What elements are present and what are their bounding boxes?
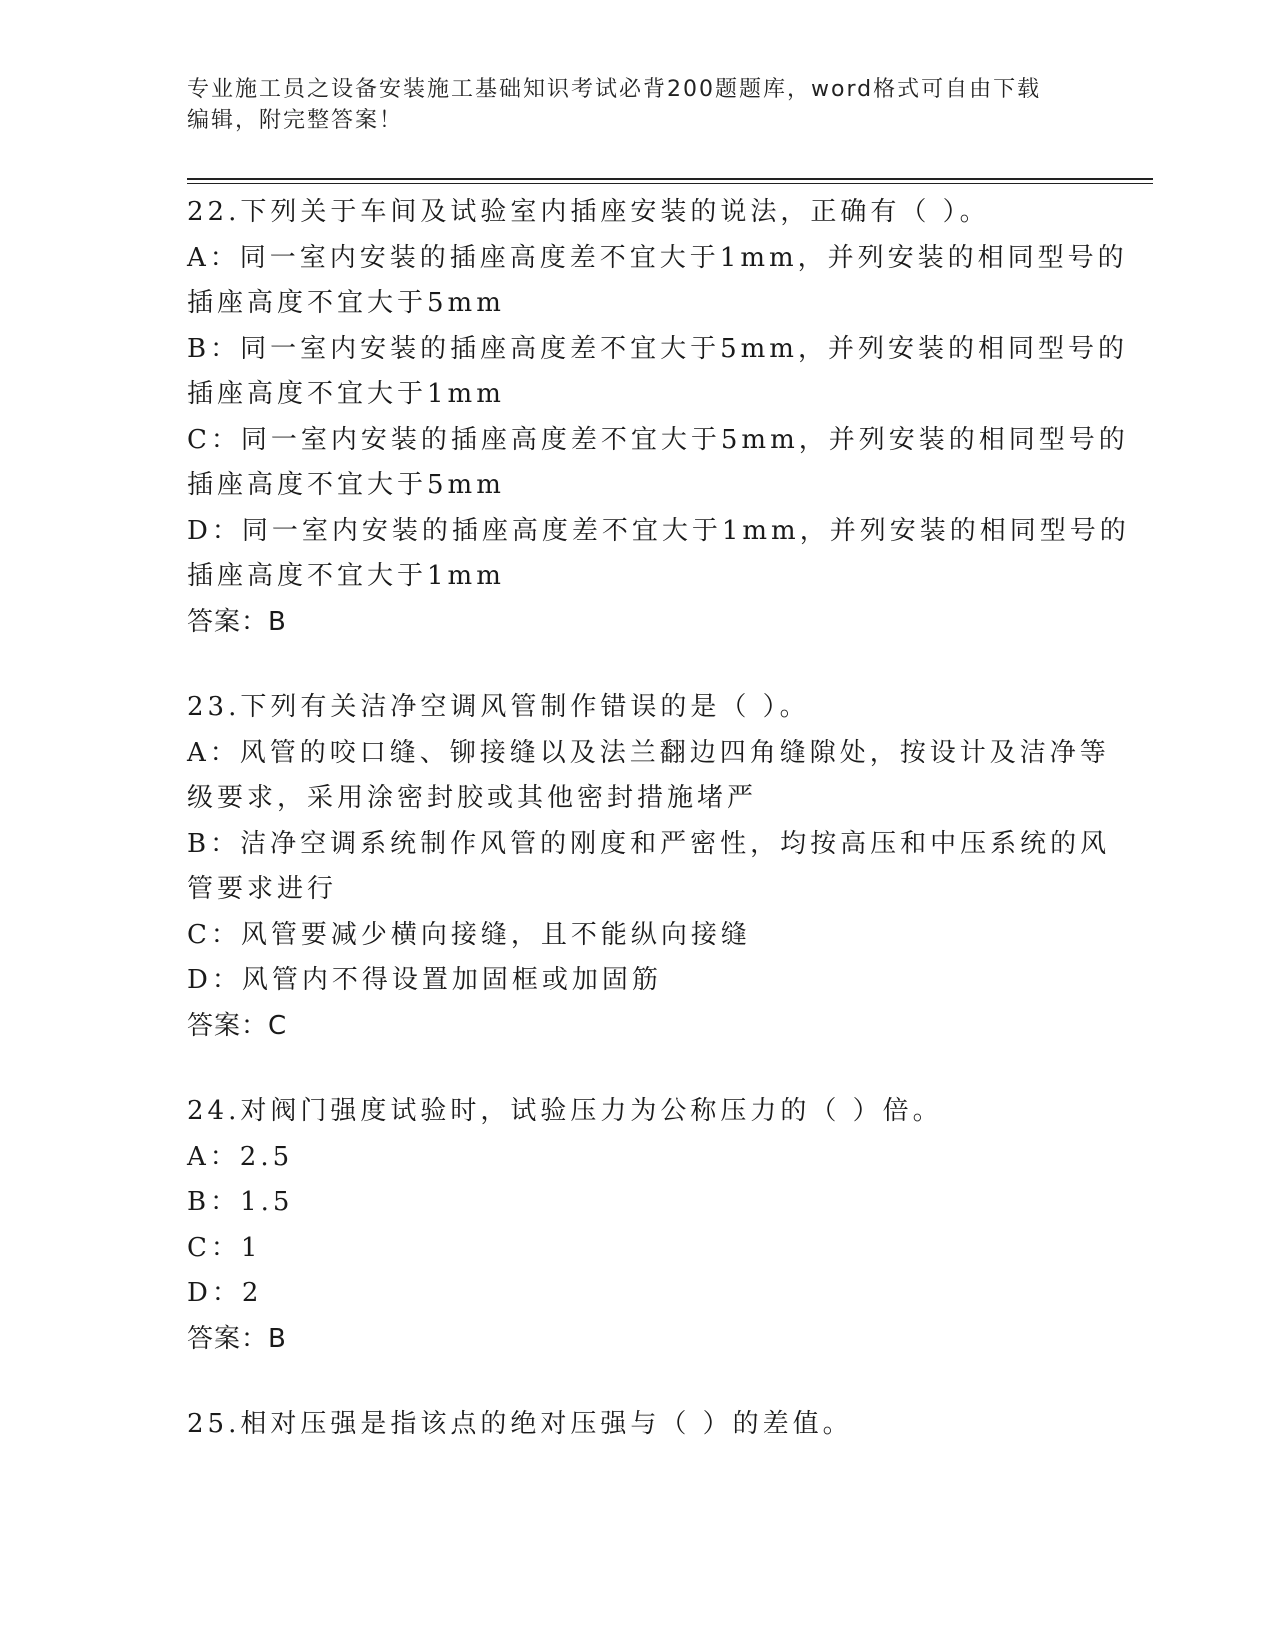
header-line-2: 编辑，附完整答案！ (187, 108, 404, 133)
question-24 (187, 1089, 1087, 1362)
question-stem: 23.下列有关洁净空调风管制作错误的是（ ）。 (187, 692, 810, 722)
question-22 (187, 190, 1130, 645)
option-line: 管要求进行 (187, 874, 338, 904)
question-stem: 25.相对压强是指该点的绝对压强与（ ）的差值。 (187, 1409, 853, 1439)
option-line: D：风管内不得设置加固框或加固筋 (187, 965, 662, 995)
option-line: 插座高度不宜大于5mm (187, 288, 505, 318)
option-line: 插座高度不宜大于1mm (187, 379, 505, 409)
answer-label: 答案：B (187, 606, 287, 637)
question-23 (187, 685, 1111, 1049)
header-line-1: 专业施工员之设备安装施工基础知识考试必背200题题库，word格式可自由下载 (187, 77, 1042, 102)
answer-label: 答案：C (187, 1010, 288, 1041)
option-line: D：同一室内安装的插座高度差不宜大于1mm，并列安装的相同型号的 (187, 515, 1130, 546)
header-divider-thin (187, 183, 1153, 184)
option-line: 级要求，采用涂密封胶或其他密封措施堵严 (187, 783, 758, 813)
header-divider (187, 178, 1153, 180)
question-stem: 22.下列关于车间及试验室内插座安装的说法，正确有（ ）。 (187, 197, 990, 227)
document-header (187, 74, 1067, 136)
option-line: B：1.5 (187, 1187, 294, 1217)
question-stem: 24.对阀门强度试验时，试验压力为公称压力的（ ）倍。 (187, 1096, 943, 1126)
option-line: B：洁净空调系统制作风管的刚度和严密性，均按高压和中压系统的风 (187, 828, 1111, 859)
option-line: B：同一室内安装的插座高度差不宜大于5mm，并列安装的相同型号的 (187, 333, 1128, 364)
option-line: C：1 (187, 1232, 262, 1263)
option-line: A：风管的咬口缝、铆接缝以及法兰翻边四角缝隙处，按设计及洁净等 (187, 737, 1110, 768)
question-25 (187, 1402, 1087, 1448)
question-list (187, 190, 1130, 1488)
answer-label: 答案：B (187, 1323, 287, 1354)
option-line: A：同一室内安装的插座高度差不宜大于1mm，并列安装的相同型号的 (187, 242, 1128, 273)
option-line: C：同一室内安装的插座高度差不宜大于5mm，并列安装的相同型号的 (187, 424, 1129, 455)
option-line: A：2.5 (187, 1141, 294, 1172)
option-line: 插座高度不宜大于5mm (187, 470, 505, 500)
option-line: C：风管要减少横向接缝，且不能纵向接缝 (187, 919, 751, 950)
option-line: D：2 (187, 1278, 263, 1308)
option-line: 插座高度不宜大于1mm (187, 561, 505, 591)
